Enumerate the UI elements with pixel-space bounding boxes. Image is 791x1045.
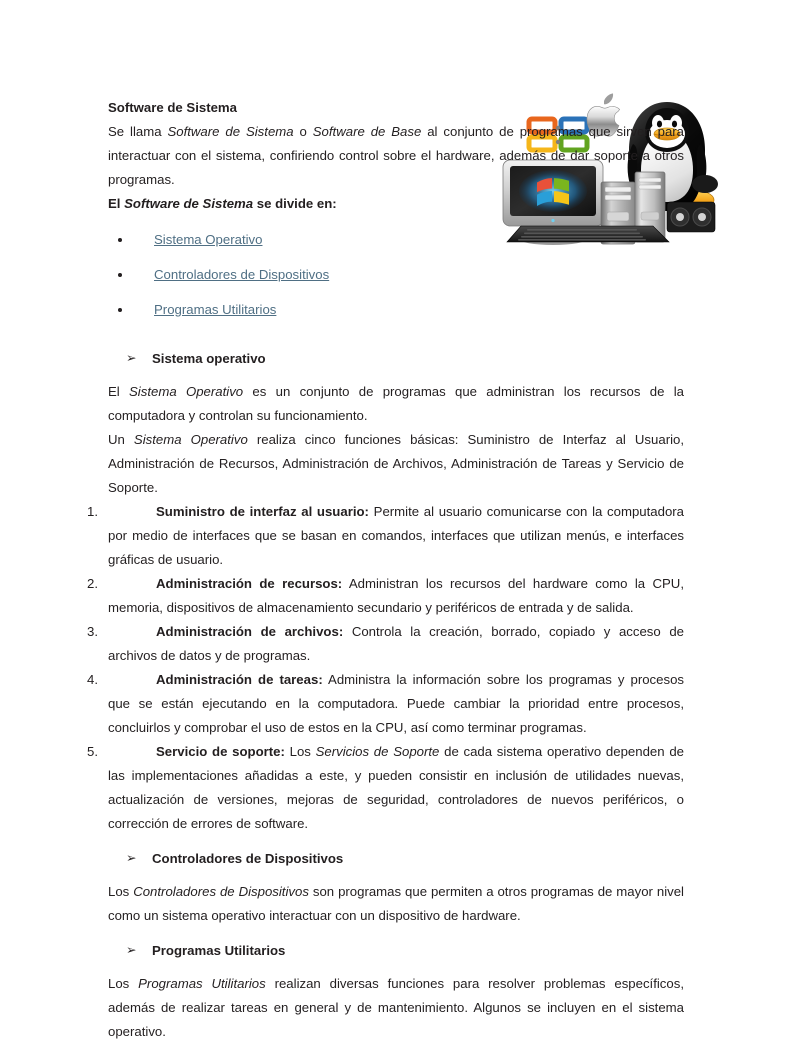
- bullet-icon: [118, 273, 122, 277]
- list-item: [87, 740, 684, 836]
- list-item-term: Servicio de soporte:: [156, 744, 285, 760]
- paragraph-suffix: realizan diversas funciones para resolver problemas específicos, además de realizar tareas en general y de mantenimiento. Algunos se incluyen en el sistema operativo.: [108, 976, 684, 1040]
- paragraph-emphasis: Sistema Operativo: [129, 384, 244, 400]
- bullet-icon: [118, 308, 122, 312]
- paragraph-suffix: realiza cinco funciones básicas: Suministro de Interfaz al Usuario, Administración de Recursos, Administración de Archivos, Administración de Tareas y Servicio de Soporte.: [108, 432, 685, 496]
- list-item-term: Suministro de interfaz al usuario:: [156, 504, 369, 520]
- section-heading-label: Controladores de Dispositivos: [152, 851, 344, 867]
- list-item-text: [108, 572, 684, 620]
- list-item-term: Administración de tareas:: [156, 672, 323, 688]
- list-item: [108, 292, 684, 327]
- section-heading-controladores-de-dispositivos: [108, 847, 684, 871]
- arrow-bullet-icon: ➢: [126, 943, 137, 958]
- list-item: [87, 668, 684, 740]
- paragraph-prefix: Los: [108, 976, 139, 992]
- page-title: Software de Sistema: [108, 100, 237, 115]
- section-paragraph: [108, 880, 684, 928]
- document-content: [87, 96, 685, 1045]
- link-programas-utilitarios[interactable]: Programas Utilitarios: [154, 302, 277, 318]
- list-item-body: Administra la información sobre los programas y procesos que se están ejecutando en la computadora. Puede cambiar la prioridad entre procesos, concluirlos y comprobar el uso de estos en la CPU, así como terminar programas.: [108, 672, 684, 736]
- list-item-body: Permite al usuario comunicarse con la computadora por medio de interfaces que se basan en comandos, interfaces que utilizan menús, e interfaces gráficas de usuario.: [108, 504, 685, 568]
- paragraph-emphasis: Controladores de Dispositivos: [133, 884, 309, 900]
- link-sistema-operativo[interactable]: Sistema Operativo: [154, 232, 263, 248]
- list-item-body-prefix: Los: [284, 744, 316, 760]
- list-item-body: Administran los recursos del hardware como la CPU, memoria, dispositivos de almacenamiento secundario y periféricos de entrada y de salida.: [108, 576, 684, 616]
- list-item-body-emphasis: Servicios de Soporte: [315, 744, 440, 760]
- list-number: 2.: [87, 576, 98, 592]
- divide-prefix: El: [108, 196, 125, 212]
- paragraph-emphasis: Sistema Operativo: [133, 432, 248, 448]
- bullet-icon: [118, 238, 122, 242]
- intro-text-3: al conjunto de programas que sirven para interactuar con el sistema, confiriendo control sobre el hardware, además de dar soporte a otros programas.: [108, 124, 685, 188]
- list-item: [87, 500, 685, 572]
- link-controladores-de-dispositivos[interactable]: Controladores de Dispositivos: [154, 267, 330, 283]
- paragraph-prefix: Un: [108, 432, 134, 448]
- paragraph-suffix: es un conjunto de programas que administran los recursos de la computadora y controlan su funcionamiento.: [108, 384, 684, 424]
- paragraph-emphasis: Programas Utilitarios: [138, 976, 266, 992]
- list-item-text: [108, 668, 684, 740]
- intro-text-1: Se llama: [108, 124, 168, 140]
- list-number: 5.: [87, 744, 98, 760]
- paragraph-prefix: El: [108, 384, 130, 400]
- list-number: 3.: [87, 624, 98, 640]
- list-number: 1.: [87, 504, 98, 520]
- section-paragraph: [108, 972, 684, 1044]
- section-paragraph: [108, 380, 684, 428]
- section-heading-sistema-operativo: [108, 347, 684, 371]
- divide-line: [108, 192, 684, 216]
- list-item-body-suffix: de cada sistema operativo dependen de las implementaciones añadidas a este, y pueden consistir en inclusión de utilidades nuevas, actualización de versiones, mejoras de seguridad, controladores de nuevos periféricos, o corrección de errores de software.: [108, 744, 684, 832]
- intro-emphasis-2: Software de Base: [312, 124, 422, 140]
- list-item: [108, 257, 684, 292]
- arrow-bullet-icon: ➢: [126, 351, 137, 366]
- list-item: [87, 572, 684, 620]
- paragraph-suffix: son programas que permiten a otros programas de mayor nivel como un sistema operativo interactuar con un dispositivo de hardware.: [108, 884, 684, 924]
- list-item-text: [108, 500, 684, 572]
- intro-emphasis-1: Software de Sistema: [167, 124, 294, 140]
- list-item-term: Administración de recursos:: [156, 576, 343, 592]
- list-number: 4.: [87, 672, 98, 688]
- list-item-body: Controla la creación, borrado, copiado y acceso de archivos de datos y de programas.: [108, 624, 684, 664]
- os-functions-list: [87, 500, 685, 836]
- list-item-text: [108, 740, 684, 836]
- section-heading-label: Sistema operativo: [152, 351, 266, 367]
- list-item-term: Administración de archivos:: [156, 624, 344, 640]
- divide-suffix: se divide en:: [253, 196, 337, 212]
- intro-paragraph: [108, 120, 684, 192]
- arrow-bullet-icon: ➢: [126, 851, 137, 866]
- section-paragraph: [108, 428, 684, 500]
- list-item: [87, 620, 684, 668]
- list-item-text: [108, 620, 684, 668]
- intro-text-2: o: [293, 124, 313, 140]
- paragraph-prefix: Los: [108, 884, 134, 900]
- list-item: [108, 222, 684, 257]
- section-heading-programas-utilitarios: [108, 939, 684, 963]
- section-heading-label: Programas Utilitarios: [152, 943, 286, 959]
- divide-emphasis: Software de Sistema: [124, 196, 254, 212]
- software-type-link-list: [108, 222, 684, 327]
